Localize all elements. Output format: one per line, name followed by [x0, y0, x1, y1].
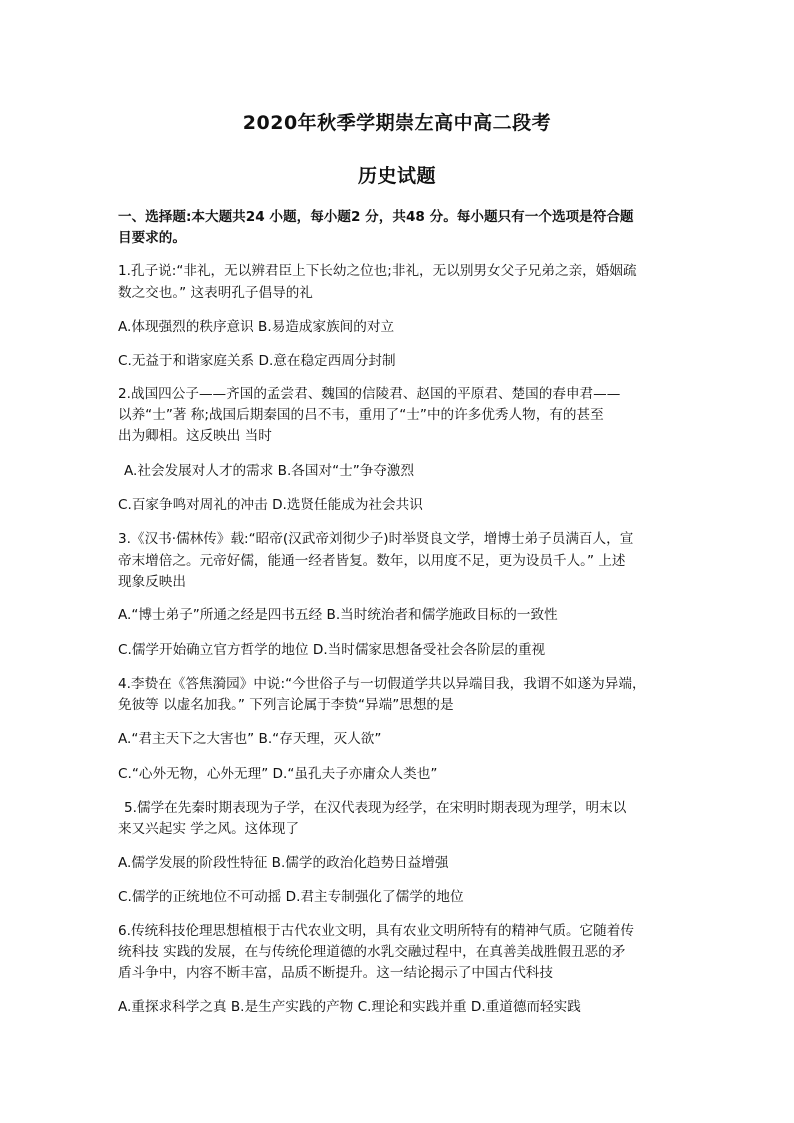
question-6-stem-line-2: 统科技 实践的发展，在与传统伦理道德的水乳交融过程中，在真善美战胜假丑恶的矛 — [118, 944, 626, 960]
question-5-options-line-1: A.儒学发展的阶段性特征 B.儒学的政治化趋势日益增强 — [118, 855, 449, 871]
question-4-options-line-1: A.“君主天下之大害也” B.“存天理，灭人欲” — [118, 731, 382, 747]
exam-subtitle: 历史试题 — [357, 165, 436, 187]
question-1-options-line-1: A.体现强烈的秩序意识 B.易造成家族间的对立 — [118, 319, 395, 335]
question-2-options-line-1: A.社会发展对人才的需求 B.各国对“士”争夺激烈 — [124, 463, 415, 479]
question-2-options-line-2: C.百家争鸣对周礼的冲击 D.选贤任能成为社会共识 — [118, 497, 423, 513]
question-5-options-line-2: C.儒学的正统地位不可动摇 D.君主专制强化了儒学的地位 — [118, 889, 464, 905]
question-6-stem-line-1: 6.传统科技伦理思想植根于古代农业文明，具有农业文明所特有的精神气质。它随着传 — [118, 923, 634, 939]
question-6-options-line-1: A.重探求科学之真 B.是生产实践的产物 C.理论和实践并重 D.重道德而轻实践 — [118, 999, 581, 1015]
question-1-stem-line-1: 1.孔子说:“非礼，无以辨君臣上下长幼之位也;非礼，无以别男女父子兄弟之亲，婚姻疏 — [118, 263, 637, 279]
question-1-options-line-2: C.无益于和谐家庭关系 D.意在稳定西周分封制 — [118, 353, 396, 369]
question-5-stem-line-1: 5.儒学在先秦时期表现为子学，在汉代表现为经学，在宋明时期表现为理学，明末以 — [124, 800, 627, 816]
question-3-stem-line-1: 3.《汉书·儒林传》载:“昭帝(汉武帝刘彻少子)时举贤良文学，增博士弟子员满百人，宣 — [118, 531, 634, 547]
question-1-stem-line-2: 数之交也。” 这表明孔子倡导的礼 — [118, 285, 313, 301]
question-3-options-line-2: C.儒学开始确立官方哲学的地位 D.当时儒家思想备受社会各阶层的重视 — [118, 642, 546, 658]
question-3-options-line-1: A.“博士弟子”所通之经是四书五经 B.当时统治者和儒学施政目标的一致性 — [118, 607, 558, 623]
question-4-stem-line-1: 4.李贽在《答焦漪园》中说:“今世俗子与一切假道学共以异端目我，我谓不如遂为异端， — [118, 676, 646, 692]
exam-title: 2020年秋季学期崇左高中高二段考 — [242, 112, 552, 134]
question-6-stem-line-3: 盾斗争中，内容不断丰富，品质不断提升。这一结论揭示了中国古代科技 — [118, 965, 553, 981]
question-2-stem-line-3: 出为卿相。这反映出 当时 — [118, 428, 272, 444]
question-3-stem-line-2: 帝末增倍之。元帝好儒，能通一经者皆复。数年，以用度不足，更为设员千人。” 上述 — [118, 553, 626, 569]
question-2-stem-line-2: 以养“士”著 称;战国后期秦国的吕不韦，重用了“士”中的许多优秀人物，有的甚至 — [118, 407, 604, 423]
section-instructions-line-1: 一、选择题:本大题共24 小题，每小题2 分，共48 分。每小题只有一个选项是符合题 — [118, 209, 634, 225]
question-2-stem-line-1: 2.战国四公子——齐国的孟尝君、魏国的信陵君、赵国的平原君、楚国的春申君—— — [118, 386, 621, 402]
section-instructions-line-2: 目要求的。 — [118, 230, 186, 246]
question-3-stem-line-3: 现象反映出 — [118, 574, 186, 590]
question-4-stem-line-2: 免彼等 以虚名加我。” 下列言论属于李贽“异端”思想的是 — [118, 697, 454, 713]
question-5-stem-line-2: 来又兴起实 学之风。这体现了 — [118, 821, 300, 837]
question-4-options-line-2: C.“心外无物，心外无理” D.“虽孔夫子亦庸众人类也” — [118, 766, 438, 782]
